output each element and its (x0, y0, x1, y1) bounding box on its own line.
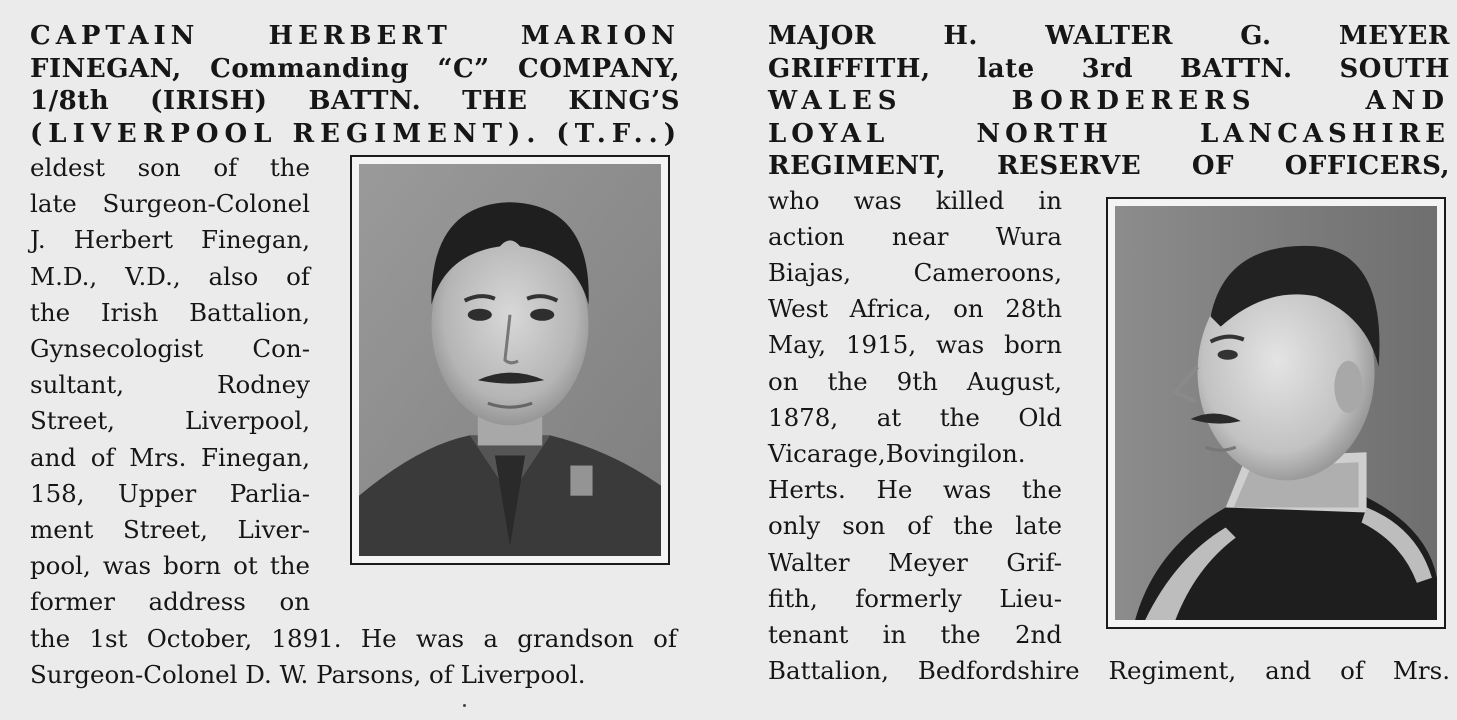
text-line: late Surgeon-Colonel (30, 189, 310, 219)
text-line: eldest son of the (30, 153, 310, 182)
text-line: the Irish Battalion, (30, 297, 310, 327)
left-heading-line: 1/8th (IRISH) BATTN. THE KING’S (30, 86, 680, 116)
text-line: 1878, at the Old (768, 402, 1062, 432)
text-line: only son of the late (768, 511, 1062, 541)
left-body (30, 150, 680, 693)
portrait-photo-griffith (1106, 197, 1446, 629)
text-line: M.D., V.D., also of (30, 261, 310, 291)
right-heading (768, 20, 1450, 183)
text-line: West Africa, on 28th (768, 294, 1062, 324)
text-line: tenant in the 2nd (768, 619, 1062, 649)
right-column (768, 20, 1450, 689)
text-line: Gynsecologist Con- (30, 334, 310, 364)
portrait-image (1115, 206, 1437, 620)
right-heading-line: WALES BORDERERS AND (768, 86, 1450, 116)
right-heading-line: GRIFFITH, late 3rd BATTN. SOUTH (768, 53, 1450, 84)
right-heading-line: LOYAL NORTH LANCASHIRE (768, 118, 1450, 149)
text-line: Herts. He was the (768, 475, 1062, 505)
printing-speck (463, 704, 466, 707)
text-line: former address on (30, 587, 310, 617)
text-line: the 1st October, 1891. He was a grandson of (30, 623, 677, 653)
text-line: J. Herbert Finegan, (30, 225, 310, 255)
text-line: action near Wura (768, 221, 1062, 251)
text-line: on the 9th August, (768, 366, 1062, 396)
right-heading-line: REGIMENT, RESERVE OF OFFICERS, (768, 151, 1450, 181)
right-full-paragraph (768, 653, 1450, 689)
text-line: 158, Upper Parlia- (30, 478, 310, 508)
text-line: Battalion, Bedfordshire Regiment, and of Mrs. (768, 656, 1450, 686)
text-line: and of Mrs. Finegan, (30, 442, 310, 472)
left-heading-line: (LIVERPOOL REGIMENT). (T.F..) (30, 118, 683, 149)
text-line: who was killed in (768, 185, 1062, 215)
text-line: pool, was born ot the (30, 551, 310, 581)
left-full-paragraph (30, 621, 680, 693)
portrait-image (359, 164, 661, 556)
text-line: Biajas, Cameroons, (768, 257, 1062, 287)
text-line: Street, Liverpool, (30, 406, 310, 436)
text-line: fith, formerly Lieu- (768, 583, 1062, 613)
text-line: Surgeon-Colonel D. W. Parsons, of Liverpool. (30, 659, 586, 689)
text-line: May, 1915, was born (768, 330, 1062, 360)
left-heading-line: CAPTAIN HERBERT MARION (30, 21, 680, 51)
text-line: sultant, Rodney (30, 370, 310, 400)
text-line: ment Street, Liver- (30, 515, 310, 545)
portrait-photo-finegan (350, 155, 670, 565)
right-body (768, 183, 1450, 690)
text-line: Walter Meyer Grif- (768, 547, 1062, 577)
left-heading-line: FINEGAN, Commanding “C” COMPANY, (30, 53, 680, 84)
left-heading (30, 20, 683, 150)
left-column (30, 20, 683, 693)
right-heading-line: MAJOR H. WALTER G. MEYER (768, 21, 1450, 51)
text-line: Vicarage,Bovingilon. (768, 438, 1026, 468)
